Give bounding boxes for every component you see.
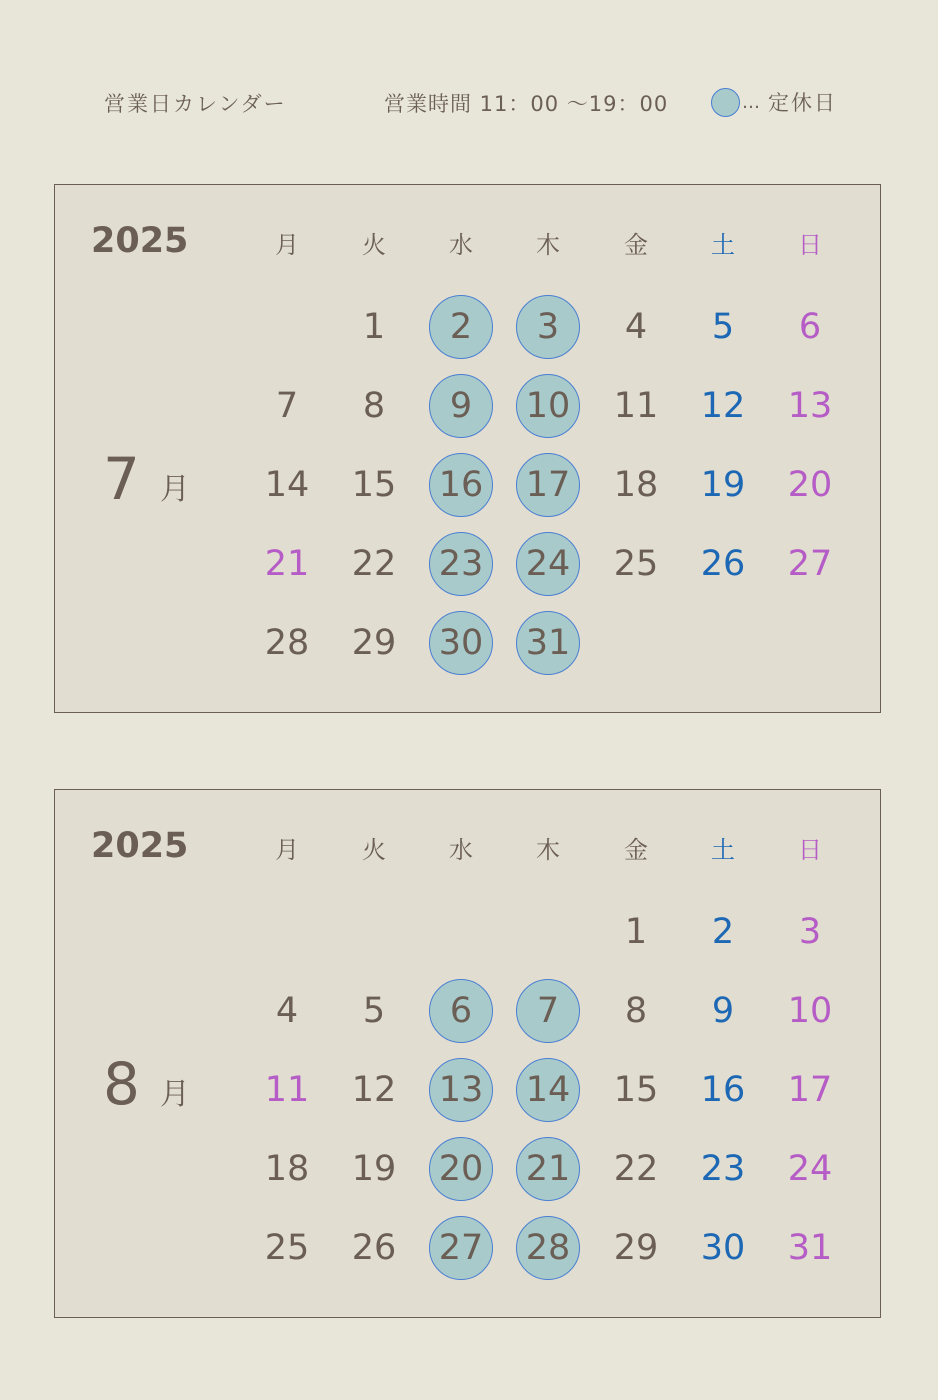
weekday-header-sat: 土 — [711, 836, 735, 864]
weekday-header-sat: 土 — [711, 231, 735, 259]
day-cell: 10 — [787, 991, 833, 1031]
day-cell: 14 — [264, 465, 310, 505]
day-cell: 5 — [362, 991, 386, 1031]
month-label — [103, 1050, 190, 1118]
weekday-header-sun: 日 — [798, 836, 822, 864]
closed-day-cell: 28 — [516, 1216, 580, 1280]
day-cell: 5 — [711, 307, 735, 347]
day-cell: 25 — [613, 544, 659, 584]
day-cell: 17 — [787, 1070, 833, 1110]
closed-day-cell: 27 — [429, 1216, 493, 1280]
weekday-header-mon: 月 — [275, 836, 299, 864]
day-cell: 11 — [613, 386, 659, 426]
year-label: 2025 — [91, 221, 189, 261]
closed-day-cell: 16 — [429, 453, 493, 517]
day-cell: 15 — [351, 465, 397, 505]
day-cell: 28 — [264, 623, 310, 663]
weekday-header-fri: 金 — [624, 836, 648, 864]
page-title: 営業日カレンダー — [104, 92, 287, 116]
closed-day-cell: 31 — [516, 611, 580, 675]
day-cell: 19 — [351, 1149, 397, 1189]
day-cell: 11 — [264, 1070, 310, 1110]
month-number: 7 — [103, 445, 140, 513]
weekday-header-wed: 水 — [449, 231, 473, 259]
weekday-header-fri: 金 — [624, 231, 648, 259]
day-cell: 15 — [613, 1070, 659, 1110]
closed-day-cell: 13 — [429, 1058, 493, 1122]
day-cell: 25 — [264, 1228, 310, 1268]
closed-day-cell: 17 — [516, 453, 580, 517]
day-cell: 9 — [711, 991, 735, 1031]
legend-label: 定休日 — [768, 91, 837, 115]
day-cell: 4 — [624, 307, 648, 347]
day-cell: 23 — [700, 1149, 746, 1189]
weekday-header-thu: 木 — [536, 836, 560, 864]
day-cell: 26 — [700, 544, 746, 584]
day-cell: 26 — [351, 1228, 397, 1268]
closed-day-legend — [711, 86, 837, 118]
day-cell: 16 — [700, 1070, 746, 1110]
weekday-header-thu: 木 — [536, 231, 560, 259]
day-cell: 3 — [798, 912, 822, 952]
month-number: 8 — [103, 1050, 140, 1118]
day-cell: 1 — [624, 912, 648, 952]
weekday-header-tue: 火 — [362, 231, 386, 259]
day-cell: 22 — [613, 1149, 659, 1189]
day-cell: 24 — [787, 1149, 833, 1189]
closed-day-cell: 23 — [429, 532, 493, 596]
closed-day-cell: 20 — [429, 1137, 493, 1201]
day-cell: 29 — [613, 1228, 659, 1268]
month-calendar-august — [54, 789, 881, 1318]
day-cell: 21 — [264, 544, 310, 584]
day-cell: 8 — [624, 991, 648, 1031]
day-cell: 2 — [711, 912, 735, 952]
closed-day-cell: 6 — [429, 979, 493, 1043]
day-cell: 8 — [362, 386, 386, 426]
closed-day-marker-icon — [711, 88, 740, 117]
day-cell: 1 — [362, 307, 386, 347]
day-cell: 29 — [351, 623, 397, 663]
calendar-header — [0, 78, 938, 128]
closed-day-cell: 10 — [516, 374, 580, 438]
day-cell: 27 — [787, 544, 833, 584]
weekday-header-mon: 月 — [275, 231, 299, 259]
weekday-header-wed: 水 — [449, 836, 473, 864]
closed-day-cell: 2 — [429, 295, 493, 359]
closed-day-cell: 24 — [516, 532, 580, 596]
day-cell: 13 — [787, 386, 833, 426]
day-cell: 12 — [351, 1070, 397, 1110]
legend-ellipsis: … — [742, 91, 760, 113]
year-label: 2025 — [91, 826, 189, 866]
business-hours: 営業時間 11：00 ～19：00 — [384, 92, 669, 116]
day-cell: 31 — [787, 1228, 833, 1268]
month-label — [103, 445, 190, 513]
month-unit: 月 — [159, 472, 190, 507]
day-cell: 18 — [264, 1149, 310, 1189]
day-cell: 18 — [613, 465, 659, 505]
day-cell: 22 — [351, 544, 397, 584]
day-cell: 19 — [700, 465, 746, 505]
closed-day-cell: 9 — [429, 374, 493, 438]
day-cell: 30 — [700, 1228, 746, 1268]
day-cell: 12 — [700, 386, 746, 426]
day-cell: 4 — [275, 991, 299, 1031]
closed-day-cell: 30 — [429, 611, 493, 675]
closed-day-cell: 7 — [516, 979, 580, 1043]
month-calendar-july — [54, 184, 881, 713]
day-cell: 20 — [787, 465, 833, 505]
closed-day-cell: 14 — [516, 1058, 580, 1122]
day-cell: 7 — [275, 386, 299, 426]
weekday-header-tue: 火 — [362, 836, 386, 864]
closed-day-cell: 3 — [516, 295, 580, 359]
closed-day-cell: 21 — [516, 1137, 580, 1201]
day-cell: 6 — [798, 307, 822, 347]
month-unit: 月 — [159, 1077, 190, 1112]
weekday-header-sun: 日 — [798, 231, 822, 259]
